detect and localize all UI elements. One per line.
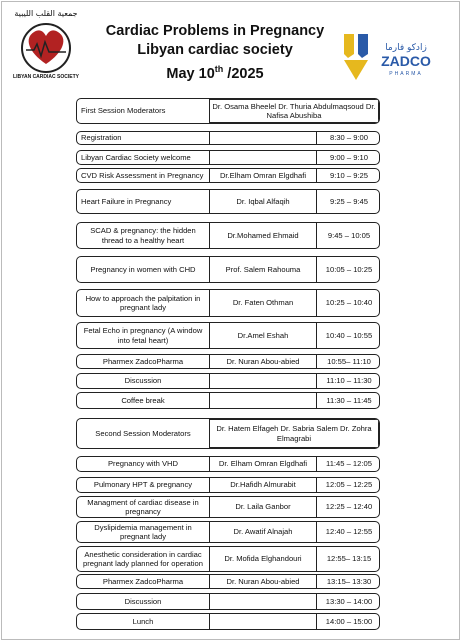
row-time: 9:10 – 9:25 xyxy=(329,170,368,180)
row-time: 10:55– 11:10 xyxy=(327,356,371,366)
row-speaker: Dr.Hafidh Almurabit xyxy=(209,478,317,492)
row-topic: Pregnancy in women with CHD xyxy=(90,264,196,274)
schedule-row xyxy=(76,168,380,183)
schedule-row xyxy=(76,574,380,589)
row-speaker xyxy=(209,374,317,388)
moderators-names: Dr. Hatem Elfageh Dr. Sabria Salem Dr. Zohra Elmagrabi xyxy=(209,419,379,448)
row-speaker: Dr. Laila Ganbor xyxy=(209,497,317,517)
schedule-row xyxy=(76,150,380,165)
row-time: 12:05 – 12:25 xyxy=(325,480,373,490)
row-time: 9:00 – 9:10 xyxy=(329,152,368,162)
moderators-label: Second Session Moderators xyxy=(95,428,191,438)
row-topic: Discussion xyxy=(124,596,162,606)
row-time: 12:25 – 12:40 xyxy=(325,502,373,512)
row-speaker: Dr. Nuran Abou-abied xyxy=(209,355,317,368)
svg-text:LIBYAN CARDIAC SOCIETY: LIBYAN CARDIAC SOCIETY xyxy=(13,74,79,80)
row-speaker xyxy=(209,151,317,164)
schedule-row xyxy=(76,456,380,472)
row-speaker: Dr. Mofida Elghandouri xyxy=(209,547,317,571)
row-topic: Dyslipidemia management in pregnant lady xyxy=(94,522,192,541)
row-time: 12:40 – 12:55 xyxy=(325,527,373,537)
schedule-row xyxy=(76,373,380,389)
event-header xyxy=(90,22,340,84)
schedule-row xyxy=(76,322,380,349)
svg-text:جمعية القلب الليبية: جمعية القلب الليبية xyxy=(14,9,78,18)
page-frame xyxy=(1,1,460,640)
row-time: 12:55– 13:15 xyxy=(326,554,372,564)
row-topic: Libyan Cardiac Society welcome xyxy=(81,152,191,162)
schedule-row xyxy=(76,546,380,572)
schedule-row xyxy=(76,392,380,409)
schedule-row xyxy=(76,521,380,543)
schedule-row xyxy=(76,477,380,493)
row-topic: Discussion xyxy=(124,376,162,386)
row-topic: Pulmonary HPT & pregnancy xyxy=(93,480,193,490)
row-topic: Lunch xyxy=(132,616,154,626)
row-time: 9:45 – 10:05 xyxy=(327,230,371,240)
libyan-cardiac-society-logo xyxy=(6,6,86,80)
row-speaker: Prof. Salem Rahouma xyxy=(209,257,317,282)
event-date: May 10th /2025 xyxy=(166,64,264,82)
row-time: 11:30 – 11:45 xyxy=(326,395,372,405)
schedule-row xyxy=(76,496,380,518)
row-time: 10:40 – 10:55 xyxy=(325,330,373,340)
row-speaker xyxy=(209,614,317,629)
row-speaker: Dr. Nuran Abou-abied xyxy=(209,575,317,588)
row-speaker: Dr. Elham Omran Elgdhafi xyxy=(209,457,317,471)
row-speaker: Dr.Amel Eshah xyxy=(209,323,317,348)
row-topic: How to approach the palpitation in pregnant lady xyxy=(85,293,201,312)
row-time: 13:30 – 14:00 xyxy=(325,596,373,606)
row-time: 11:45 – 12:05 xyxy=(326,459,372,469)
schedule-row xyxy=(76,593,380,610)
row-topic: Heart Failure in Pregnancy xyxy=(81,196,172,206)
row-time: 14:00 – 15:00 xyxy=(325,616,373,626)
row-speaker: Dr.Mohamed Ehmaid xyxy=(209,223,317,248)
schedule-row xyxy=(76,354,380,369)
moderators-names: Dr. Osama Bheelel Dr. Thuria Abdulmaqsoud Dr. Nafisa Abushiba xyxy=(209,99,379,123)
moderators-label: First Session Moderators xyxy=(81,106,166,116)
row-time: 9:25 – 9:45 xyxy=(329,196,368,206)
row-topic: Pharmex ZadcoPharma xyxy=(102,576,184,586)
row-topic: SCAD & pregnancy: the hidden thread to a healthy heart xyxy=(90,226,196,245)
row-topic: Coffee break xyxy=(121,395,165,405)
schedule-row xyxy=(76,289,380,317)
event-organizer: Libyan cardiac society xyxy=(137,42,293,58)
first-session-moderators-row xyxy=(76,98,380,124)
second-session-moderators-row xyxy=(76,418,380,449)
row-topic: Registration xyxy=(81,133,122,143)
row-speaker: Dr. Awatif Alnajah xyxy=(209,522,317,542)
row-time: 10:25 – 10:40 xyxy=(325,298,373,308)
row-speaker: Dr.Elham Omran Elgdhafi xyxy=(209,169,317,182)
row-time: 11:10 – 11:30 xyxy=(326,376,372,386)
svg-text:زادكو فارما: زادكو فارما xyxy=(385,43,427,53)
row-speaker xyxy=(209,132,317,144)
row-time: 10:05 – 10:25 xyxy=(325,264,373,274)
row-topic: Anesthetic consideration in cardiac pregnant lady planned for operation xyxy=(83,549,203,568)
row-speaker xyxy=(209,393,317,408)
row-speaker: Dr. Iqbal Alfaqih xyxy=(209,190,317,213)
event-title: Cardiac Problems in Pregnancy xyxy=(105,23,325,39)
row-topic: Pharmex ZadcoPharma xyxy=(102,356,184,366)
row-speaker: Dr. Faten Othman xyxy=(209,290,317,316)
schedule-row xyxy=(76,256,380,283)
row-time: 8:30 – 9:00 xyxy=(329,133,368,143)
schedule-row xyxy=(76,131,380,145)
row-topic: Fetal Echo in pregnancy (A window into fetal heart) xyxy=(83,326,203,345)
row-topic: Pregnancy with VHD xyxy=(107,459,179,469)
schedule-row xyxy=(76,189,380,214)
schedule-row xyxy=(76,222,380,249)
row-speaker xyxy=(209,594,317,609)
svg-text:PHARMA: PHARMA xyxy=(389,71,423,77)
row-topic: CVD Risk Assessment in Pregnancy xyxy=(81,170,204,180)
schedule-row xyxy=(76,613,380,630)
svg-text:ZADCO: ZADCO xyxy=(381,53,431,69)
zadco-pharma-logo xyxy=(340,30,440,82)
row-time: 13:15– 13:30 xyxy=(326,576,372,586)
row-topic: Managment of cardiac disease in pregnancy xyxy=(87,497,199,516)
